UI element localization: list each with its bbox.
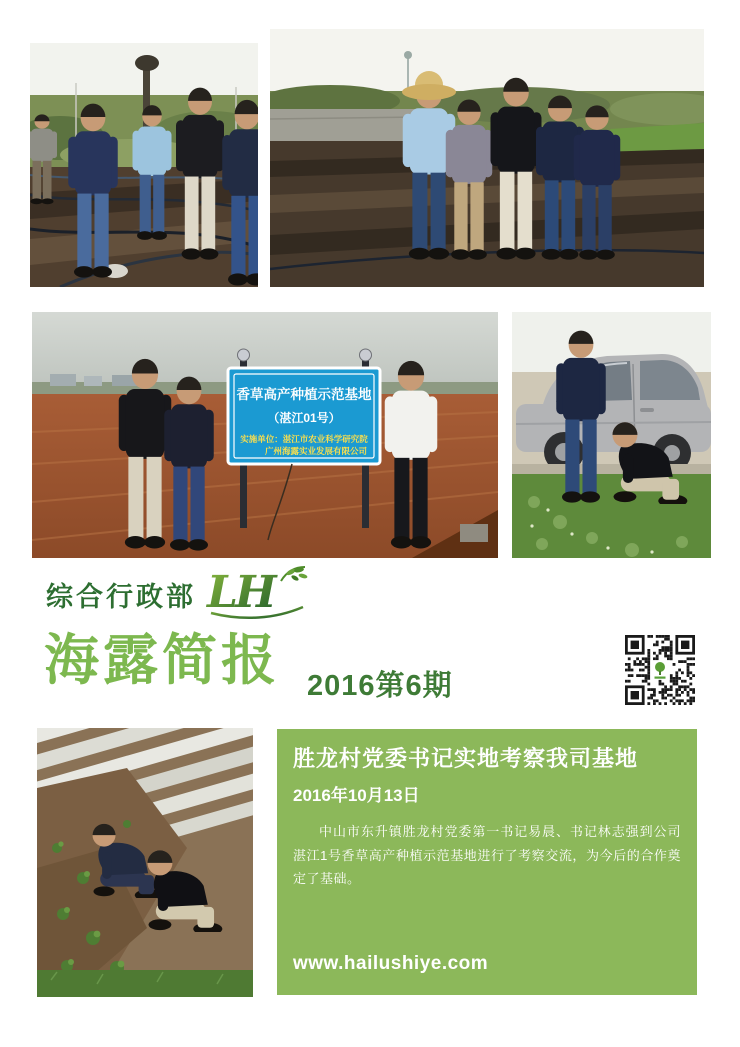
newsletter-title: 海露简报 (44, 629, 281, 691)
photo-sign-base (32, 312, 498, 558)
sign-org-line2: 广州海露实业发展有限公司 (264, 446, 368, 456)
sign-subtitle: （湛江01号） (267, 411, 341, 425)
photo-group-field (270, 29, 704, 287)
sign-title: 香草高产种植示范基地 (236, 387, 372, 402)
article-title: 胜龙村党委书记实地考察我司基地 (293, 746, 639, 771)
photo-mulch-field (37, 728, 253, 997)
logo-letters: LH (207, 567, 274, 618)
issue-label: 2016第6期 (307, 670, 453, 702)
article-body: 中山市东升镇胜龙村党委第一书记易晨、书记林志强到公司湛江1号香草高产种植示范基地进行了考察交流，为今后的合作奠定了基础。 (293, 824, 681, 887)
article-date: 2016年10月13日 (293, 786, 420, 806)
leaf-sprig-icon (281, 567, 308, 582)
lh-leaf-logo-icon (203, 563, 313, 623)
photo-sign-base-graphic (32, 312, 498, 558)
department-label: 综合行政部 (46, 582, 196, 612)
photo-men-by-car (512, 312, 711, 558)
article-box (277, 729, 697, 995)
photo-field-inspection (30, 43, 258, 287)
qr-code (625, 635, 697, 705)
website-url: www.hailushiye.com (293, 953, 489, 974)
photo-field-inspection-graphic (30, 43, 258, 287)
photo-group-field-graphic (270, 29, 704, 287)
photo-men-by-car-graphic (512, 312, 711, 558)
photo-mulch-field-graphic (37, 728, 253, 997)
sign-org-line1: 实施单位：湛江市农业科学研究院 (240, 434, 368, 444)
